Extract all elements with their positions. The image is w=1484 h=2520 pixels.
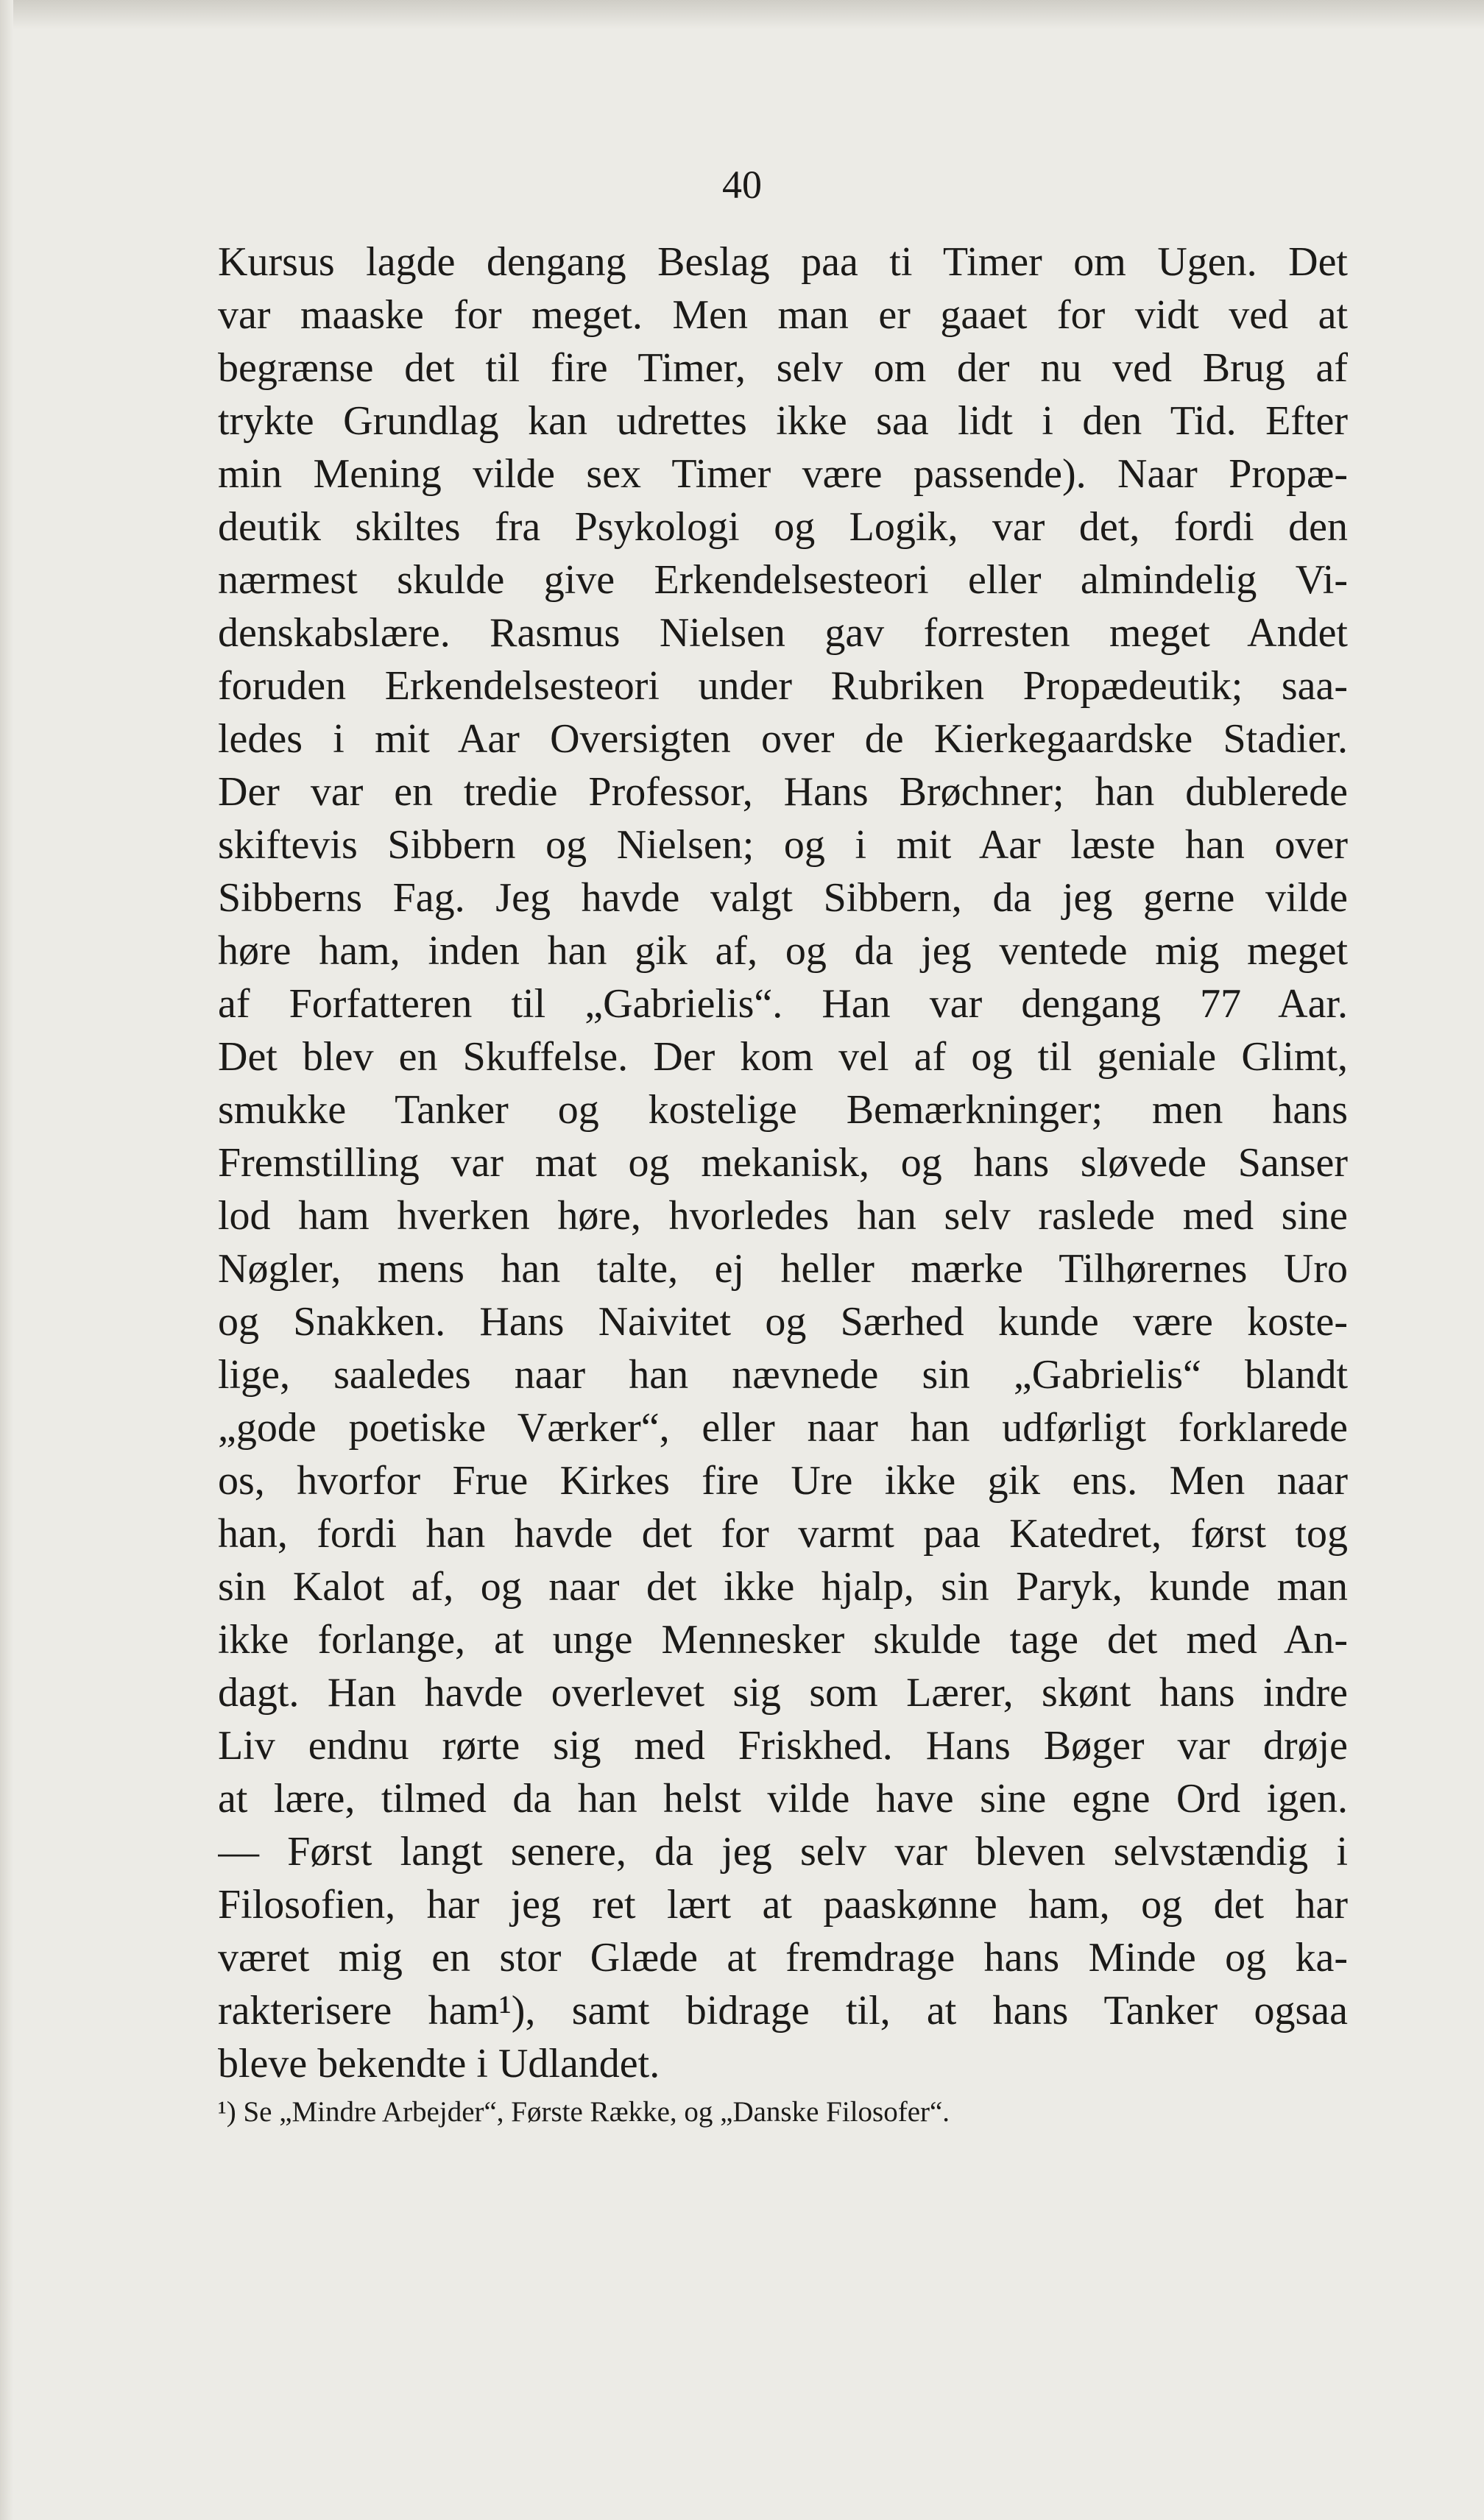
text-line: ledes i mit Aar Oversigten over de Kierkegaardske Stadier. <box>218 716 1348 762</box>
scan-shadow-left <box>0 0 13 2520</box>
text-line: at lære, tilmed da han helst vilde have sine egne Ord igen. <box>218 1776 1348 1822</box>
text-line: været mig en stor Glæde at fremdrage hans Minde og ka- <box>218 1935 1348 1981</box>
footnote-marker: ¹) <box>218 2096 236 2128</box>
text-line: rakterisere ham¹), samt bidrage til, at hans Tanker ogsaa <box>218 1988 1348 2034</box>
text-line: Liv endnu rørte sig med Friskhed. Hans Bøger var drøje <box>218 1723 1348 1769</box>
text-line: Filosofien, har jeg ret lært at paaskønne ham, og det har <box>218 1882 1348 1928</box>
text-line: denskabslære. Rasmus Nielsen gav forresten meget Andet <box>218 610 1348 656</box>
text-line: bleve bekendte i Udlandet. <box>218 2041 660 2087</box>
footnote-text: Se „Mindre Arbejder“, Første Række, og „Danske Filosofer“. <box>243 2096 950 2128</box>
text-line: Kursus lagde dengang Beslag paa ti Timer om Ugen. Det <box>218 239 1348 285</box>
text-line: deutik skiltes fra Psykologi og Logik, var det, fordi den <box>218 504 1348 550</box>
text-line: skiftevis Sibbern og Nielsen; og i mit Aar læste han over <box>218 822 1348 868</box>
text-line: trykte Grundlag kan udrettes ikke saa lidt i den Tid. Efter <box>218 398 1348 444</box>
text-line: „gode poetiske Værker“, eller naar han udførligt forklarede <box>218 1405 1348 1451</box>
text-line: var maaske for meget. Men man er gaaet for vidt ved at <box>218 292 1348 338</box>
text-line: dagt. Han havde overlevet sig som Lærer, skønt hans indre <box>218 1670 1348 1716</box>
text-line: lod ham hverken høre, hvorledes han selv raslede med sine <box>218 1193 1348 1239</box>
text-line: foruden Erkendelsesteori under Rubriken Propædeutik; saa- <box>218 663 1348 709</box>
scan-shadow-top <box>0 0 1484 29</box>
text-line: han, fordi han havde det for varmt paa Katedret, først tog <box>218 1511 1348 1557</box>
text-line: begrænse det til fire Timer, selv om der nu ved Brug af <box>218 345 1348 391</box>
text-line: og Snakken. Hans Naivitet og Særhed kunde være koste- <box>218 1299 1348 1345</box>
page-number: 40 <box>722 163 762 207</box>
text-line: lige, saaledes naar han nævnede sin „Gabrielis“ blandt <box>218 1352 1348 1398</box>
text-line: sin Kalot af, og naar det ikke hjalp, sin Paryk, kunde man <box>218 1564 1348 1610</box>
text-line: ikke forlange, at unge Mennesker skulde tage det med An- <box>218 1617 1348 1663</box>
text-line: Det blev en Skuffelse. Der kom vel af og til geniale Glimt, <box>218 1034 1348 1080</box>
text-line: af Forfatteren til „Gabrielis“. Han var dengang 77 Aar. <box>218 981 1348 1027</box>
text-line: nærmest skulde give Erkendelsesteori eller almindelig Vi- <box>218 557 1348 603</box>
footnote <box>218 2090 1348 2134</box>
text-line: Nøgler, mens han talte, ej heller mærke Tilhørernes Uro <box>218 1246 1348 1292</box>
text-line: Sibberns Fag. Jeg havde valgt Sibbern, da jeg gerne vilde <box>218 875 1348 921</box>
text-line: smukke Tanker og kostelige Bemærkninger; men hans <box>218 1087 1348 1133</box>
body-text <box>218 236 1348 2090</box>
text-line: os, hvorfor Frue Kirkes fire Ure ikke gik ens. Men naar <box>218 1458 1348 1504</box>
text-line: Der var en tredie Professor, Hans Brøchner; han dublerede <box>218 769 1348 815</box>
text-line: min Mening vilde sex Timer være passende). Naar Propæ- <box>218 451 1348 497</box>
text-line: høre ham, inden han gik af, og da jeg ventede mig meget <box>218 928 1348 974</box>
text-line: — Først langt senere, da jeg selv var bleven selvstændig i <box>218 1829 1348 1875</box>
text-line: Fremstilling var mat og mekanisk, og hans sløvede Sanser <box>218 1140 1348 1186</box>
